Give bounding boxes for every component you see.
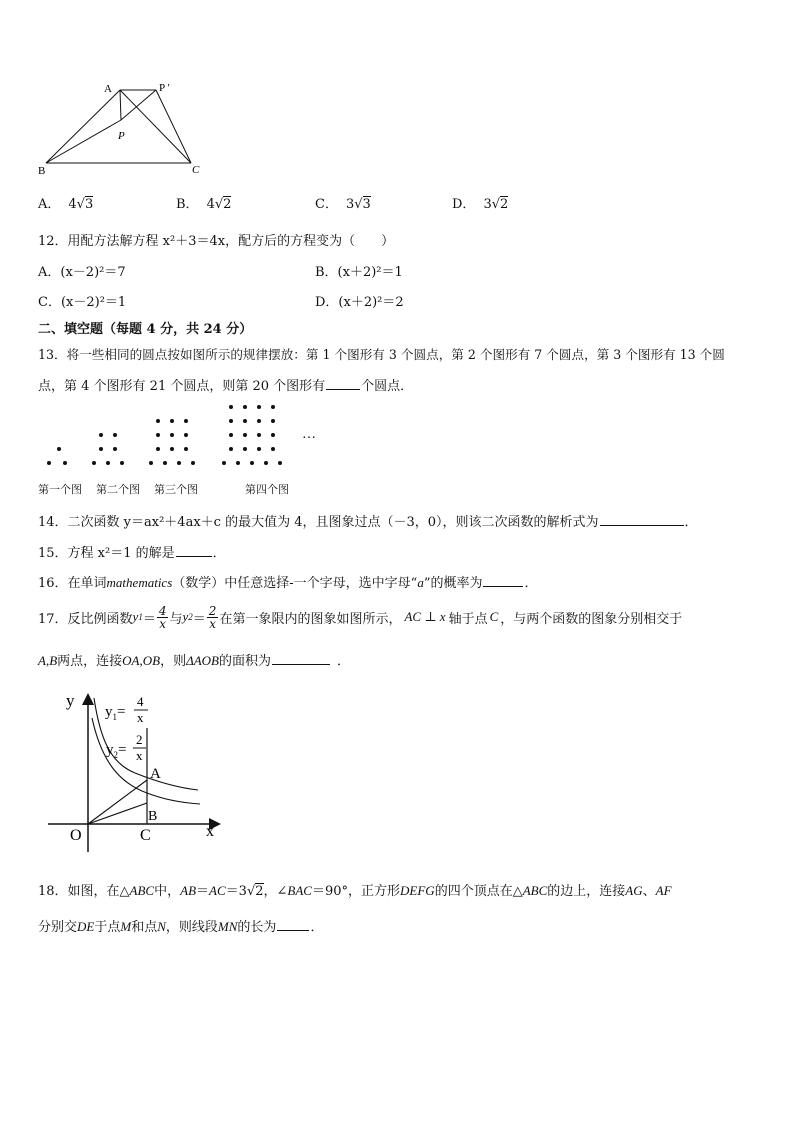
q16-answer-blank[interactable] [483,574,523,587]
q11-option-d[interactable]: D． 3√2 [452,197,509,212]
q14-answer-blank[interactable] [600,513,684,526]
q17-fig-f2-lhs: $y_2=$ [106,742,127,760]
q14-line: 14．二次函数 y＝ax²＋4ax＋c 的最大值为 4，且图象过点（－3，0），则该二次函数的解析式为 ． [38,515,698,530]
q12-option-d[interactable]: D．(x＋2)²＝2 [315,295,404,310]
q11-figure [36,78,216,180]
q13-dot-figure [36,398,336,474]
q16-line: 16．在单词mathematics（数学）中任意选择-一个字母，选中字母“a”的概率为 ． [38,575,538,591]
q13-caption-1: 第一个图 [38,483,82,496]
sqrt-icon: √ [214,197,224,212]
q17-graph-figure [40,688,230,854]
q11-option-a[interactable]: A． 4√3 [38,197,94,212]
q13-ellipsis: … [302,427,316,442]
q13-caption-3: 第三个图 [154,483,198,496]
sqrt-icon: √ [354,197,363,212]
sqrt-icon: √ [491,197,501,212]
q12-option-a[interactable]: A．(x－2)²＝7 [38,265,126,280]
q17-fig-f2-num: 2 [136,732,143,747]
q13-line2: 点，第 4 个图形有 21 个圆点，则第 20 个图形有 个圆点． [38,379,414,394]
sqrt-icon: √ [76,197,85,212]
q13-caption-4: 第四个图 [245,483,289,496]
q12-option-b[interactable]: B．(x＋2)²＝1 [315,265,403,280]
q17-answer-blank[interactable] [272,652,330,665]
q18-line2: 分别交DE于点M和点N，则线段MN的长为 ． [38,919,324,935]
q17-fig-f1-den: x [137,710,144,725]
q17-fig-point-C: C [140,827,151,844]
q17-fig-y-label: y [66,691,75,710]
q15-answer-blank[interactable] [176,544,212,557]
q18-line1: 18．如图，在△ABC中，AB＝AC＝3√2，∠BAC＝90°，正方形DEFG的四个顶点在△ABC的边上，连接AG、AF [38,883,672,899]
q17-fig-origin: O [70,827,82,844]
q17-fig-f2-den: x [136,748,143,763]
q17-fraction-4-over-x: $\frac{4}{x}$ [158,603,167,631]
q12-stem: 12．用配方法解方程 x²＋3＝4x，配方后的方程变为（ ） [38,234,395,249]
q17-fig-point-B: B [148,809,158,824]
q17-fig-x-label: x [206,823,214,840]
q11-option-c[interactable]: C． 3√3 [315,197,371,212]
q11-label-A: A [104,83,112,95]
q11-label-C: C [192,164,200,176]
sqrt-icon: √ [246,884,256,899]
q17-fraction-2-over-x: $\frac{2}{x}$ [208,603,217,631]
q17-fig-point-A: A [150,766,161,782]
q11-label-P: P [118,130,125,142]
q13-caption-2: 第二个图 [96,483,140,496]
section-title: 二、填空题（每题 4 分，共 24 分） [38,322,253,337]
q13-line1: 13．将一些相同的圆点按如图所示的规律摆放：第 1 个图形有 3 个圆点，第 2 个图形有 7 个圆点，第 3 个图形有 13 个圆 [38,347,725,362]
q11-label-B: B [38,165,46,177]
q11-label-P-prime: P ′ [159,82,170,94]
q17-fig-f1-num: 4 [137,694,144,709]
q12-option-c[interactable]: C．(x－2)²＝1 [38,295,127,310]
q17-fig-f1-lhs: $y_1=$ [105,704,126,722]
q18-answer-blank[interactable] [277,918,309,931]
q17-line1: 17．反比例函数 y 1 ＝ $\frac{4}{x}$ 与 y 2 ＝ $\frac{2}{x}$ 在第一象限内的图象如图所示， AC ⊥ x 轴于点 C ，与两个函数的图象分别相交于 [38,603,683,631]
q11-option-b[interactable]: B． 4√2 [176,197,232,212]
q13-answer-blank[interactable] [326,377,360,390]
q15-line: 15．方程 x²＝1 的解是 ． [38,546,226,561]
q17-line2: A,B两点，连接OA,OB，则ΔAOB的面积为 ． [38,653,351,669]
